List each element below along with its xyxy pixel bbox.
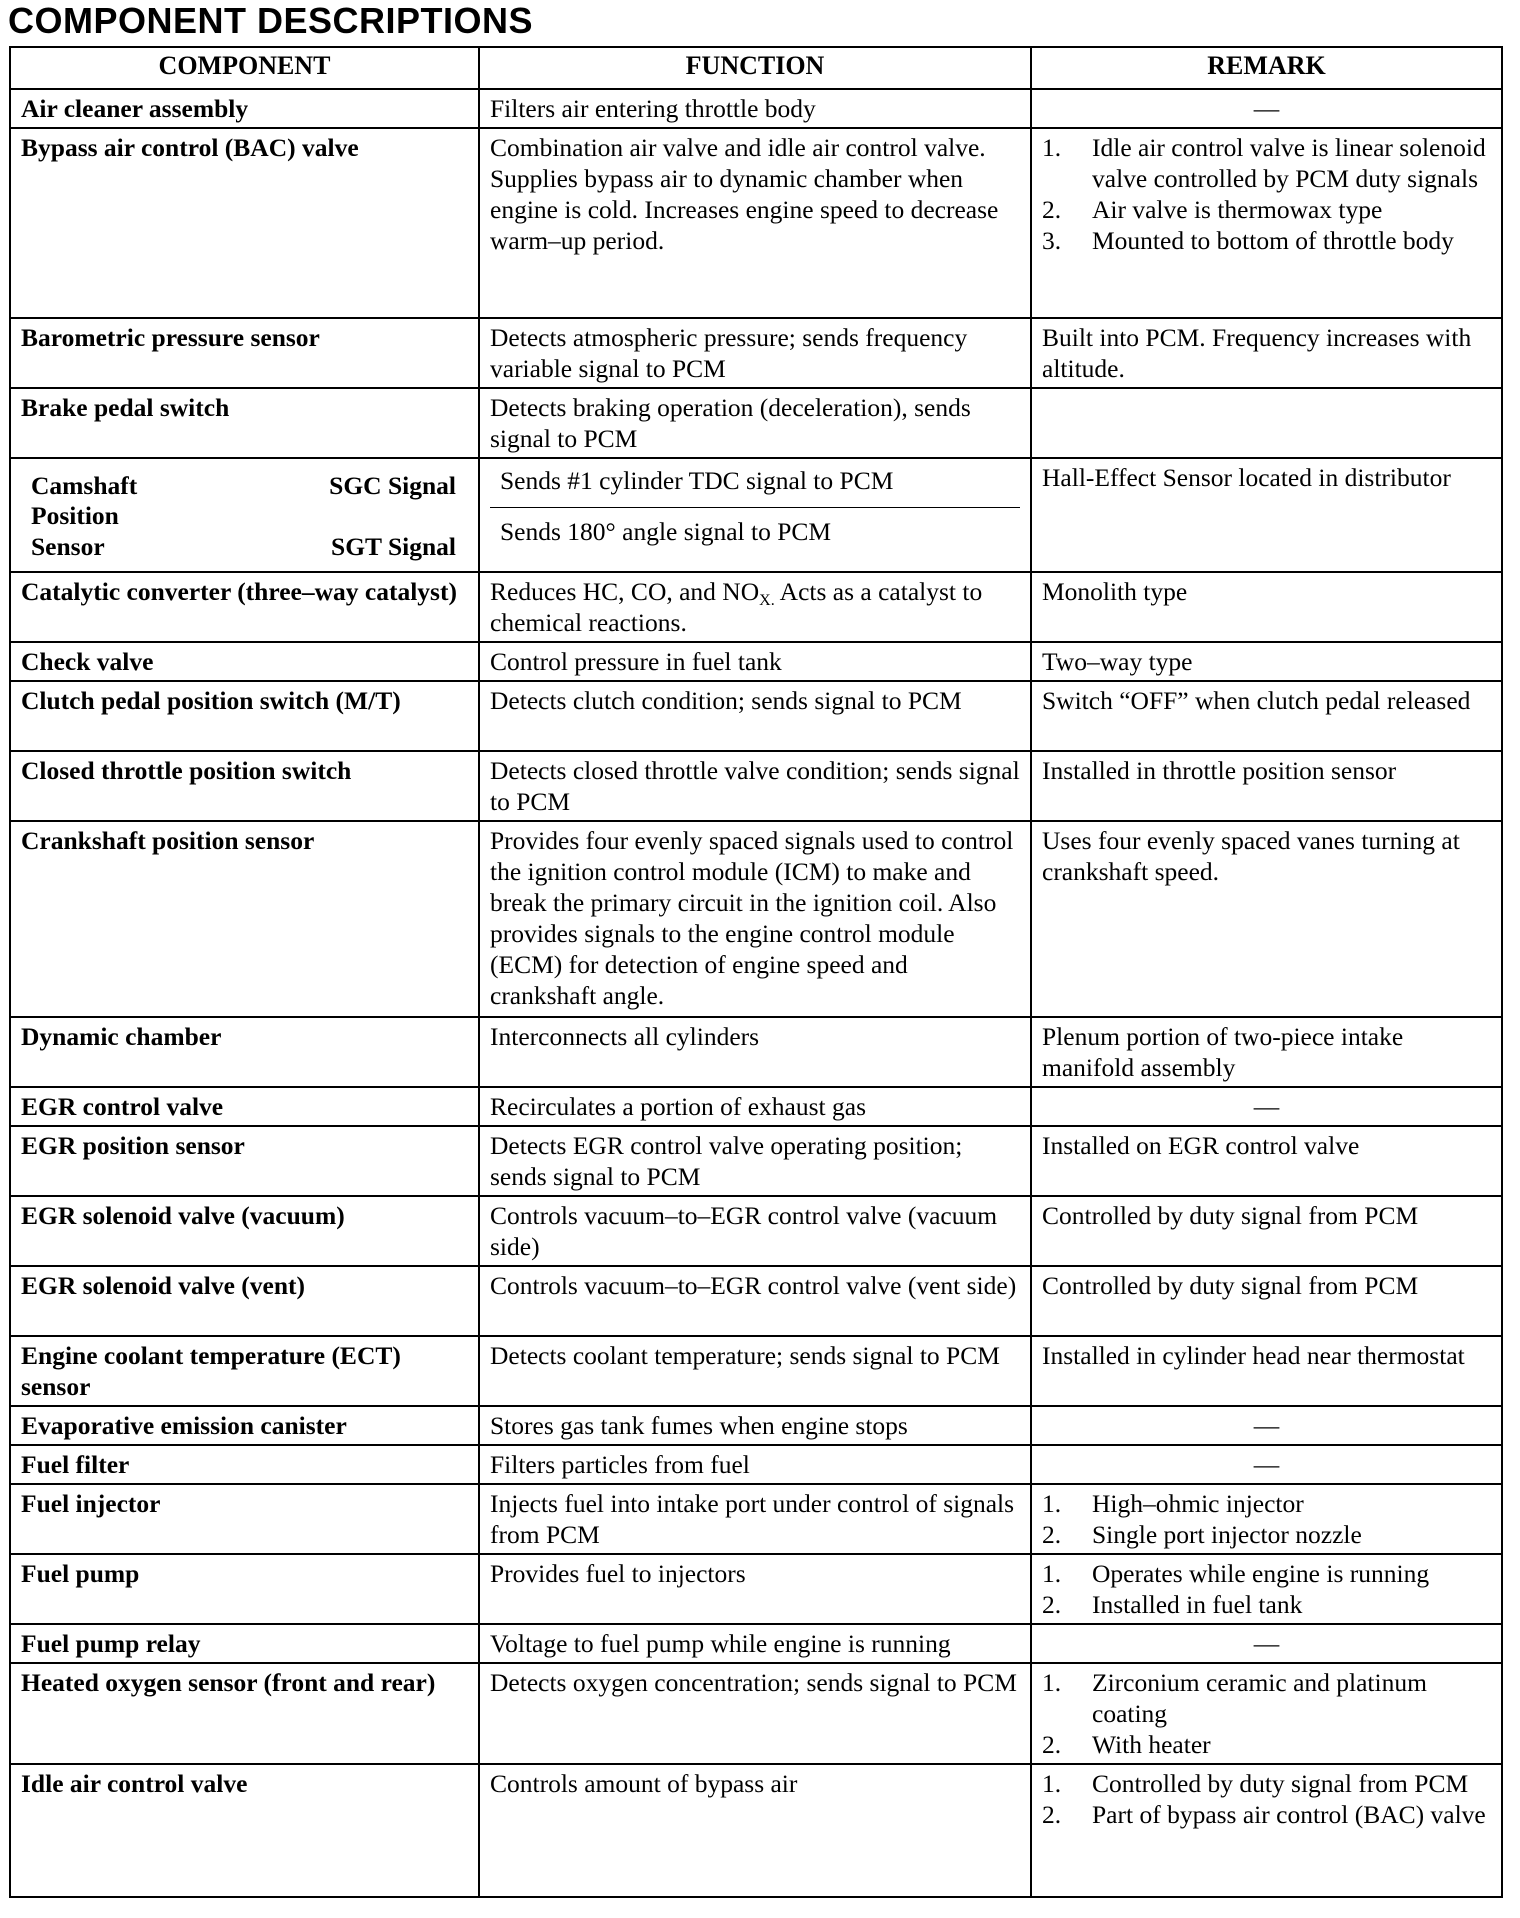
remark-cell: — [1031,1406,1502,1445]
function-cell: Controls amount of bypass air [479,1764,1031,1897]
list-item: 2. With heater [1042,1730,1211,1759]
component-cell: Air cleaner assembly [10,89,479,128]
remark-cell [1031,388,1502,458]
component-cell: Fuel filter [10,1445,479,1484]
table-row [10,1087,1502,1126]
remark-list [1042,1667,1491,1760]
table-row [10,821,1502,1017]
table-row [10,1624,1502,1663]
table-row [10,1196,1502,1266]
table-row [10,1406,1502,1445]
function-cell: Controls vacuum–to–EGR control valve (vent side) [479,1266,1031,1336]
function-cell: Provides fuel to injectors [479,1554,1031,1624]
function-cell: Reduces HC, CO, and $NO_{X.}$ Acts as a catalyst to chemical reactions. [479,572,1031,642]
remark-cell [1031,128,1502,318]
component-line: Position [31,501,119,530]
signal-label: SGT Signal [331,532,456,561]
function-cell: Detects closed throttle valve condition; sends signal to PCM [479,751,1031,821]
table-row [10,388,1502,458]
table-row [10,1126,1502,1196]
remark-cell: Controlled by duty signal from PCM [1031,1196,1502,1266]
remark-cell [1031,1554,1502,1624]
list-item: 1. Controlled by duty signal from PCM [1042,1769,1469,1798]
component-cell: Idle air control valve [10,1764,479,1897]
remark-cell: Installed on EGR control valve [1031,1126,1502,1196]
table-row [10,318,1502,388]
function-cell [479,458,1031,572]
function-cell: Stores gas tank fumes when engine stops [479,1406,1031,1445]
table-row [10,1445,1502,1484]
remark-cell: Uses four evenly spaced vanes turning at crankshaft speed. [1031,821,1502,1017]
table-row [10,1663,1502,1764]
remark-list [1042,1558,1491,1620]
function-sgt: Sends 180° angle signal to PCM [500,517,832,546]
function-cell: Control pressure in fuel tank [479,642,1031,681]
component-cell: EGR control valve [10,1087,479,1126]
remark-cell: Monolith type [1031,572,1502,642]
table-row [10,1266,1502,1336]
remark-cell: Installed in throttle position sensor [1031,751,1502,821]
list-item: 2. Single port injector nozzle [1042,1520,1362,1549]
component-cell: Catalytic converter (three–way catalyst) [10,572,479,642]
component-cell: Dynamic chamber [10,1017,479,1087]
list-item: 3. Mounted to bottom of throttle body [1042,226,1454,255]
component-cell: Barometric pressure sensor [10,318,479,388]
table-row [10,1336,1502,1406]
component-line: Camshaft [31,471,138,500]
component-cell: Engine coolant temperature (ECT) sensor [10,1336,479,1406]
table-row [10,1017,1502,1087]
function-cell: Detects braking operation (deceleration), sends signal to PCM [479,388,1031,458]
table-row [10,128,1502,318]
remark-cell: Plenum portion of two-piece intake manifold assembly [1031,1017,1502,1087]
remark-list [1042,132,1491,256]
list-item: 2. Air valve is thermowax type [1042,195,1383,224]
component-table [9,46,1503,1898]
component-cell: EGR solenoid valve (vacuum) [10,1196,479,1266]
component-cell: Brake pedal switch [10,388,479,458]
header-row [10,47,1502,89]
component-cell [10,458,479,572]
component-cell: Clutch pedal position switch (M/T) [10,681,479,751]
component-cell: EGR solenoid valve (vent) [10,1266,479,1336]
list-item: 1. Zirconium ceramic and platinum coating [1042,1668,1427,1728]
remark-cell: Two–way type [1031,642,1502,681]
remark-cell: Installed in cylinder head near thermostat [1031,1336,1502,1406]
component-cell: Bypass air control (BAC) valve [10,128,479,318]
remark-cell: Controlled by duty signal from PCM [1031,1266,1502,1336]
remark-list [1042,1768,1491,1830]
function-cell: Detects coolant temperature; sends signal to PCM [479,1336,1031,1406]
component-cell: Fuel pump [10,1554,479,1624]
table-row [10,681,1502,751]
component-cell: Crankshaft position sensor [10,821,479,1017]
remark-cell: Switch “OFF” when clutch pedal released [1031,681,1502,751]
page-title: COMPONENT DESCRIPTIONS [8,0,534,41]
function-cell: Controls vacuum–to–EGR control valve (vacuum side) [479,1196,1031,1266]
table-row [10,89,1502,128]
function-cell: Combination air valve and idle air control valve. Supplies bypass air to dynamic chamber when engine is cold. Increases engine speed to decrease warm–up period. [479,128,1031,318]
table-row [10,458,1502,572]
function-cell: Detects oxygen concentration; sends signal to PCM [479,1663,1031,1764]
table-row [10,1484,1502,1554]
component-line: Sensor [31,532,105,561]
function-sgc: Sends #1 cylinder TDC signal to PCM [490,462,1020,508]
remark-cell: — [1031,1445,1502,1484]
function-cell: Provides four evenly spaced signals used to control the ignition control module (ICM) to make and break the primary circuit in the ignition coil. Also provides signals to the engine control module (ECM) for detection of engine speed and crankshaft angle. [479,821,1031,1017]
header-function: FUNCTION [479,47,1031,89]
list-item: 2. Installed in fuel tank [1042,1590,1303,1619]
list-item: 1. High–ohmic injector [1042,1489,1304,1518]
signal-label: SGC Signal [329,471,456,500]
list-item: 2. Part of bypass air control (BAC) valve [1042,1800,1486,1829]
function-cell: Detects clutch condition; sends signal to PCM [479,681,1031,751]
function-cell: Recirculates a portion of exhaust gas [479,1087,1031,1126]
function-cell: Detects atmospheric pressure; sends frequency variable signal to PCM [479,318,1031,388]
remark-cell: — [1031,1087,1502,1126]
function-cell: Voltage to fuel pump while engine is running [479,1624,1031,1663]
remark-list [1042,1488,1491,1550]
function-cell: Interconnects all cylinders [479,1017,1031,1087]
component-cell: EGR position sensor [10,1126,479,1196]
remark-cell: Built into PCM. Frequency increases with altitude. [1031,318,1502,388]
table-row [10,1764,1502,1897]
table-row [10,751,1502,821]
remark-cell: — [1031,1624,1502,1663]
component-cell: Fuel pump relay [10,1624,479,1663]
table-row [10,642,1502,681]
table-row [10,1554,1502,1624]
header-component: COMPONENT [10,47,479,89]
remark-cell: — [1031,89,1502,128]
remark-cell [1031,1764,1502,1897]
remark-cell [1031,1484,1502,1554]
function-cell: Injects fuel into intake port under control of signals from PCM [479,1484,1031,1554]
function-cell: Detects EGR control valve operating position; sends signal to PCM [479,1126,1031,1196]
remark-cell: Hall-Effect Sensor located in distributor [1031,458,1502,572]
function-cell: Filters air entering throttle body [479,89,1031,128]
table-row [10,572,1502,642]
list-item: 1. Idle air control valve is linear solenoid valve controlled by PCM duty signals [1042,133,1486,193]
remark-cell [1031,1663,1502,1764]
component-cell: Fuel injector [10,1484,479,1554]
component-cell: Closed throttle position switch [10,751,479,821]
header-remark: REMARK [1031,47,1502,89]
list-item: 1. Operates while engine is running [1042,1559,1430,1588]
component-cell: Heated oxygen sensor (front and rear) [10,1663,479,1764]
component-cell: Check valve [10,642,479,681]
function-cell: Filters particles from fuel [479,1445,1031,1484]
component-cell: Evaporative emission canister [10,1406,479,1445]
